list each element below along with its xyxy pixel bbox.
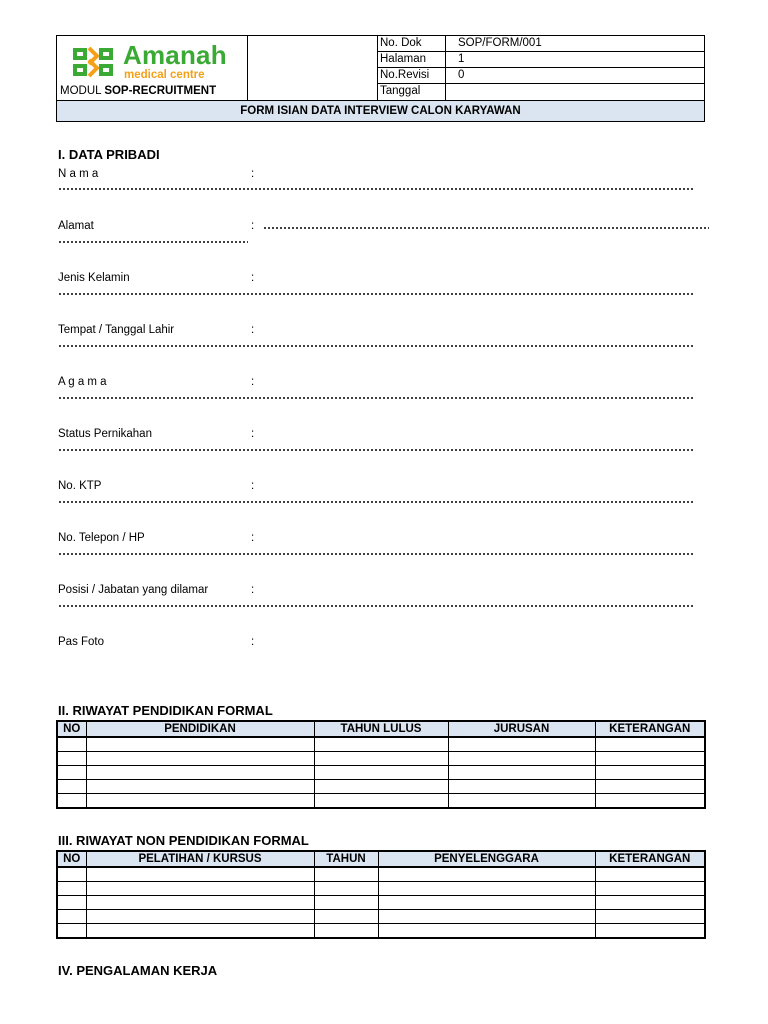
table-row [57, 737, 705, 752]
table-cell[interactable] [448, 794, 595, 809]
table-cell[interactable] [595, 896, 705, 910]
table-row [57, 867, 705, 882]
field-colon: : [251, 480, 255, 492]
table-cell[interactable] [86, 867, 314, 882]
table-cell[interactable] [86, 780, 314, 794]
table-cell[interactable] [448, 737, 595, 752]
meta-value: 0 [458, 69, 465, 81]
table-cell[interactable] [314, 896, 378, 910]
table-cell[interactable] [314, 882, 378, 896]
table-cell[interactable] [595, 867, 705, 882]
field-label-agama: A g a m a [58, 376, 107, 388]
table-cell[interactable] [595, 737, 705, 752]
field-colon: : [251, 272, 255, 284]
column-header: PELATIHAN / KURSUS [86, 851, 314, 867]
meta-label: Tanggal [380, 84, 446, 100]
field-colon: : [251, 376, 255, 388]
table-cell[interactable] [86, 910, 314, 924]
table-cell[interactable] [314, 794, 448, 809]
field-colon: : [251, 168, 255, 180]
table-cell[interactable] [86, 766, 314, 780]
table-cell[interactable] [595, 780, 705, 794]
field-fill-line-alamat[interactable] [263, 227, 709, 231]
table-cell[interactable] [314, 780, 448, 794]
table-header-row [57, 721, 705, 737]
field-fill-line-telepon[interactable] [58, 553, 694, 557]
field-fill-line-posisi[interactable] [58, 605, 694, 609]
section-title-pengalaman-kerja: IV. PENGALAMAN KERJA [58, 963, 218, 978]
table-row [57, 780, 705, 794]
table-cell[interactable] [314, 867, 378, 882]
table-cell[interactable] [57, 766, 86, 780]
document-header [56, 35, 705, 122]
table-cell[interactable] [314, 737, 448, 752]
table-cell[interactable] [378, 924, 595, 939]
field-label-pas-foto: Pas Foto [58, 636, 105, 648]
section-title-pendidikan-formal: II. RIWAYAT PENDIDIKAN FORMAL [58, 703, 273, 718]
field-label-posisi: Posisi / Jabatan yang dilamar [58, 584, 209, 596]
meta-row-halaman [378, 52, 704, 68]
column-header: PENYELENGGARA [378, 851, 595, 867]
table-cell[interactable] [86, 794, 314, 809]
field-label-jenis-kelamin: Jenis Kelamin [58, 272, 130, 284]
table-cell[interactable] [86, 752, 314, 766]
meta-label: No. Dok [380, 36, 446, 51]
table-cell[interactable] [314, 924, 378, 939]
field-label-ktp: No. KTP [58, 480, 102, 492]
column-header: KETERANGAN [595, 721, 705, 737]
column-header: NO [57, 721, 86, 737]
meta-label: Halaman [380, 52, 446, 67]
blank-cell [248, 36, 378, 100]
column-header: TAHUN LULUS [314, 721, 448, 737]
table-cell[interactable] [57, 882, 86, 896]
table-cell[interactable] [314, 752, 448, 766]
table-row [57, 882, 705, 896]
field-fill-line-jenis-kelamin[interactable] [58, 293, 694, 297]
field-colon: : [251, 636, 255, 648]
table-cell[interactable] [57, 780, 86, 794]
meta-value: SOP/FORM/001 [458, 37, 542, 49]
table-cell[interactable] [595, 794, 705, 809]
field-label-telepon: No. Telepon / HP [58, 532, 145, 544]
column-header: JURUSAN [448, 721, 595, 737]
table-cell[interactable] [57, 896, 86, 910]
column-header: TAHUN [314, 851, 378, 867]
table-cell[interactable] [86, 924, 314, 939]
table-row [57, 910, 705, 924]
table-cell[interactable] [378, 882, 595, 896]
column-header: NO [57, 851, 86, 867]
table-row [57, 752, 705, 766]
table-cell[interactable] [57, 910, 86, 924]
table-cell[interactable] [314, 766, 448, 780]
meta-row-no-dok [378, 36, 704, 52]
logo-subtitle: medical centre [124, 69, 205, 81]
table-cell[interactable] [57, 737, 86, 752]
field-fill-line-ttl[interactable] [58, 345, 694, 349]
table-cell[interactable] [378, 867, 595, 882]
table-non-pendidikan-formal [56, 850, 706, 939]
field-colon: : [251, 584, 255, 596]
section-title-data-pribadi: I. DATA PRIBADI [58, 147, 160, 162]
field-label-status: Status Pernikahan [58, 428, 152, 440]
table-cell[interactable] [378, 910, 595, 924]
table-cell[interactable] [57, 752, 86, 766]
amanah-logo-icon [71, 44, 115, 80]
table-row [57, 896, 705, 910]
table-cell[interactable] [595, 766, 705, 780]
table-row [57, 794, 705, 809]
field-colon: : [251, 220, 255, 232]
logo-cell [57, 36, 248, 100]
meta-label: No.Revisi [380, 68, 446, 83]
table-cell[interactable] [448, 752, 595, 766]
table-cell[interactable] [57, 794, 86, 809]
table-cell[interactable] [595, 910, 705, 924]
table-cell[interactable] [57, 924, 86, 939]
table-cell[interactable] [378, 896, 595, 910]
field-fill-line-nama[interactable] [58, 188, 694, 192]
table-cell[interactable] [57, 867, 86, 882]
document-meta [378, 36, 704, 100]
table-cell[interactable] [595, 882, 705, 896]
meta-row-tanggal [378, 84, 704, 100]
modul-name: SOP-RECRUITMENT [104, 85, 217, 97]
column-header: PENDIDIKAN [86, 721, 314, 737]
table-row [57, 924, 705, 939]
field-label-alamat: Alamat [58, 220, 94, 232]
table-cell[interactable] [448, 766, 595, 780]
table-header-row [57, 851, 705, 867]
table-cell[interactable] [314, 910, 378, 924]
table-cell[interactable] [448, 780, 595, 794]
table-cell[interactable] [86, 737, 314, 752]
table-cell[interactable] [595, 924, 705, 939]
meta-row-no-revisi [378, 68, 704, 84]
table-cell[interactable] [86, 896, 314, 910]
field-colon: : [251, 324, 255, 336]
field-colon: : [251, 428, 255, 440]
field-fill-line-agama[interactable] [58, 397, 694, 401]
field-fill-line-ktp[interactable] [58, 501, 694, 505]
table-cell[interactable] [595, 752, 705, 766]
logo-name: Amanah [123, 40, 227, 70]
meta-value: 1 [458, 53, 465, 65]
table-row [57, 766, 705, 780]
modul-label [60, 84, 216, 98]
modul-prefix: MODUL [60, 85, 102, 97]
section-title-non-pendidikan: III. RIWAYAT NON PENDIDIKAN FORMAL [58, 833, 309, 848]
field-label-nama: N a m a [58, 168, 99, 180]
field-fill-line-status[interactable] [58, 449, 694, 453]
table-pendidikan-formal [56, 720, 706, 809]
table-cell[interactable] [86, 882, 314, 896]
field-colon: : [251, 532, 255, 544]
field-label-ttl: Tempat / Tanggal Lahir [58, 324, 175, 336]
form-title: FORM ISIAN DATA INTERVIEW CALON KARYAWAN [57, 100, 704, 121]
column-header: KETERANGAN [595, 851, 705, 867]
field-fill-line-alamat-2[interactable] [58, 241, 248, 245]
